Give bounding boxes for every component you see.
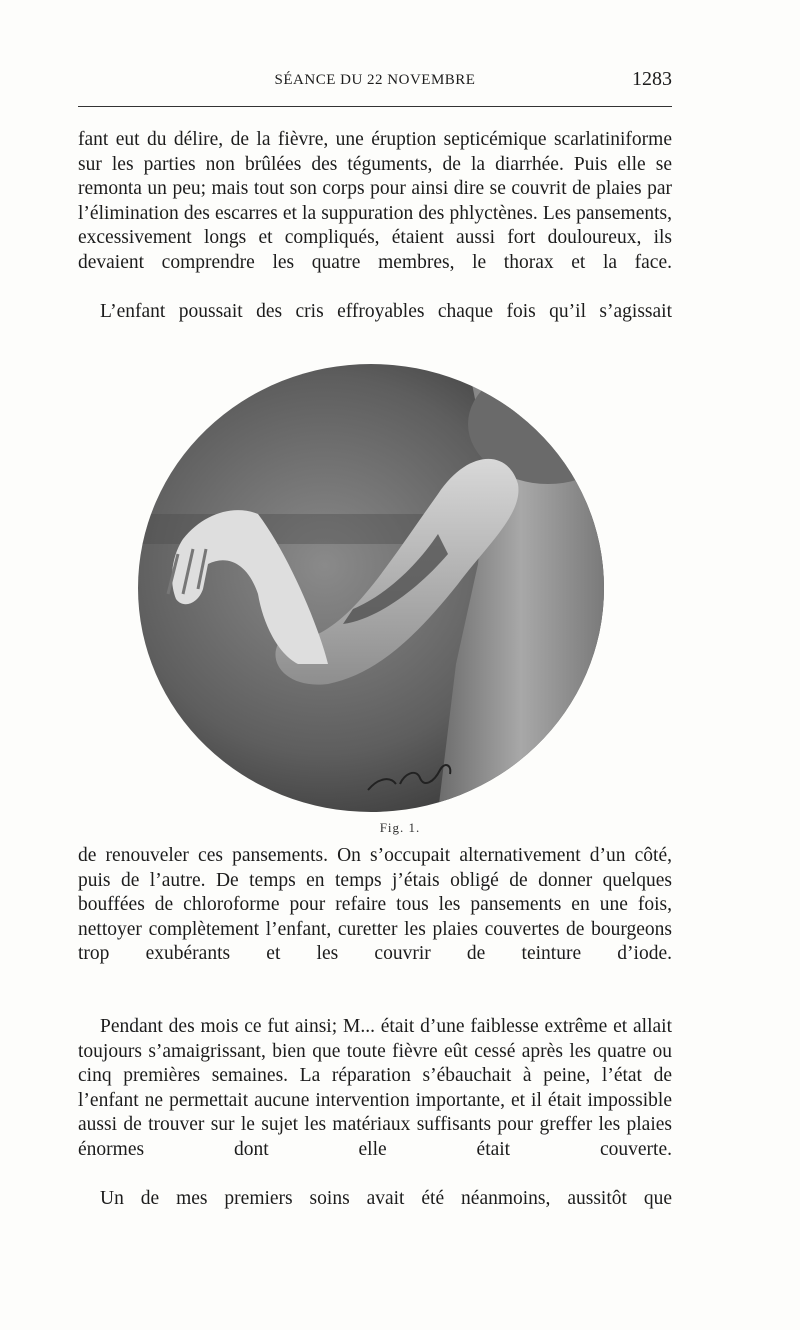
- arm-photograph-image: [138, 364, 604, 812]
- figure-caption: Fig. 1.: [379, 820, 421, 835]
- running-head: [78, 68, 672, 96]
- paragraph-1: fant eut du délire, de la fièvre, une éruption septicémique scarlatiniforme sur les parties non brûlées des téguments, de la diarrhée. Puis elle se remonta un peu; mais tout son corps pour ainsi dire se couvrit de plaies par l’élimination des escarres et la suppuration des phlyctènes. Les pansements, excessivement longs et compliqués, étaient aussi fort douloureux, ils devaient comprendre les quatre membres, le thorax et la face.: [78, 129, 672, 273]
- page-number: 1283: [632, 68, 672, 90]
- paragraph-4: Pendant des mois ce fut ainsi; M... était d’une faiblesse extrême et allait toujours s’amaigrissant, bien que toute fièvre eût cessé après les quatre ou cinq premières semaines. La réparation s’ébauchait à peine, l’état de l’enfant ne permettait aucune intervention importante, et il était impossible aussi de trouver sur le sujet les matériaux suffisants pour greffer les plaies énormes dont elle était couverte.: [78, 1016, 672, 1160]
- figure-photograph: [138, 364, 604, 812]
- paragraph-2: L’enfant poussait des cris effroyables chaque fois qu’il s’agissait: [100, 301, 672, 322]
- running-title: SÉANCE DU 22 NOVEMBRE: [274, 72, 476, 88]
- paragraph-3: de renouveler ces pansements. On s’occupait alternativement d’un côté, puis de l’autre. De temps en temps j’étais obligé de donner quelques bouffées de chloroforme pour refaire tous les pansements en une fois, nettoyer complètement l’enfant, curetter les plaies couvertes de bourgeons trop exubérants et les couvrir de teinture d’iode.: [78, 845, 672, 965]
- header-rule: [78, 106, 672, 107]
- paragraph-5: Un de mes premiers soins avait été néanmoins, aussitôt que: [100, 1188, 672, 1209]
